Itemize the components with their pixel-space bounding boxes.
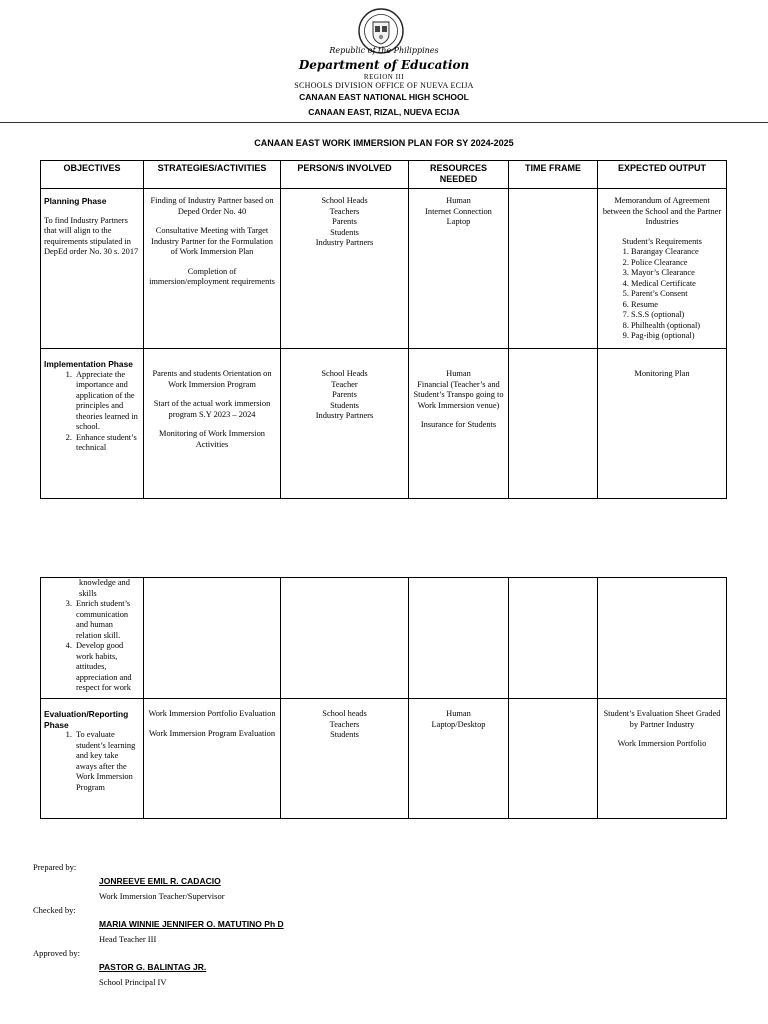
plan-table-page2 — [40, 577, 727, 819]
plan-title: CANAAN EAST WORK IMMERSION PLAN FOR SY 2024-2025 — [254, 138, 514, 148]
person-item: Teachers — [329, 206, 360, 216]
planning-strategy: Finding of Industry Partner based on Deped Order No. 40 — [150, 196, 274, 216]
prepared-name: JONREEVE EMIL R. CADACIO — [99, 876, 221, 886]
resource-item: Laptop/Desktop — [431, 719, 486, 729]
requirement-item: 6. Resume — [631, 300, 723, 311]
planning-output-intro: Memorandum of Agreement between the School and the Partner Industries — [602, 196, 722, 226]
resource-item: Human — [446, 369, 471, 378]
planning-strategy: Completion of immersion/employment requirements — [149, 266, 275, 286]
implementation-continued-row — [41, 578, 727, 699]
implementation-output: Monitoring Plan — [634, 369, 690, 378]
division-line: SCHOOLS DIVISION OFFICE OF NUEVA ECIJA — [294, 81, 474, 90]
objective-item: 2. Enhance student’s technical — [74, 433, 140, 454]
person-item: Students — [330, 227, 359, 237]
col-objectives: OBJECTIVES — [41, 161, 144, 189]
col-strategies: STRATEGIES/ACTIVITIES — [144, 161, 281, 189]
implementation-strategy: Monitoring of Work Immersion Activities — [159, 429, 265, 449]
planning-time-frame — [509, 189, 598, 349]
person-item: Students — [330, 730, 359, 739]
approved-name: PASTOR G. BALINTAG JR. — [99, 962, 207, 972]
person-item: School heads — [322, 709, 367, 718]
approved-role: School Principal IV — [99, 977, 167, 987]
person-item: Industry Partners — [315, 411, 374, 420]
region-line: REGION III — [363, 73, 405, 81]
planning-row — [41, 189, 727, 349]
resource-item: Human — [446, 196, 471, 205]
person-item: Parents — [332, 217, 357, 226]
evaluation-strategy: Work Immersion Portfolio Evaluation — [148, 709, 276, 718]
resource-item: Human — [446, 709, 471, 718]
prepared-label: Prepared by: — [33, 862, 77, 872]
objective-item: 1. Appreciate the importance and application of the principles and theories learned in school. — [74, 370, 140, 433]
requirement-item: 9. Pag-ibig (optional) — [631, 331, 723, 342]
requirement-item: 3. Mayor’s Clearance — [631, 268, 723, 279]
header-divider — [0, 122, 768, 123]
implementation-strategy: Start of the actual work immersion program S.Y 2023 – 2024 — [153, 399, 271, 419]
checked-name: MARIA WINNIE JENNIFER O. MATUTINO Ph D — [99, 919, 284, 929]
person-item: School Heads — [321, 369, 368, 378]
planning-objective: To find Industry Partners that will align to the requirements stipulated in DepEd order No. 30 s. 2017 — [44, 215, 139, 256]
requirement-item: 4. Medical Certificate — [631, 279, 723, 290]
person-item: Teachers — [329, 719, 360, 729]
checked-role: Head Teacher III — [99, 934, 157, 944]
evaluation-objectives — [44, 730, 140, 793]
col-resources: RESOURCES NEEDED — [409, 161, 509, 189]
planning-strategy: Consultative Meeting with Target Industry Partner for the Formulation of Work Immersion Plan — [151, 226, 273, 256]
resource-item: Insurance for Students — [420, 420, 497, 429]
requirement-item: 7. S.S.S (optional) — [631, 310, 723, 321]
objective-item: 1. To evaluate student’s learning and key take aways after the Work Immersion Program — [74, 730, 140, 793]
col-persons: PERSON/S INVOLVED — [281, 161, 409, 189]
implementation-objectives-continued — [44, 599, 140, 694]
evaluation-strategy: Work Immersion Program Evaluation — [148, 728, 276, 738]
planning-phase-label: Planning Phase — [44, 196, 107, 206]
person-item: Students — [330, 400, 359, 410]
evaluation-time-frame — [509, 699, 598, 819]
plan-table-page1 — [40, 160, 727, 499]
resource-item: Laptop — [446, 217, 471, 226]
republic-line: Republic of the Philippines — [329, 46, 439, 55]
continued-objective-text: knowledge and skills — [79, 578, 130, 598]
requirements-list — [601, 247, 723, 342]
implementation-objectives — [44, 370, 140, 454]
checked-label: Checked by: — [33, 905, 76, 915]
school-address: CANAAN EAST, RIZAL, NUEVA ECIJA — [308, 107, 460, 117]
objective-item: 4. Develop good work habits, attitudes, appreciation and respect for work — [74, 641, 140, 694]
school-name: CANAAN EAST NATIONAL HIGH SCHOOL — [299, 92, 469, 102]
requirement-item: 8. Philhealth (optional) — [631, 321, 723, 332]
col-expected-output: EXPECTED OUTPUT — [598, 161, 727, 189]
approved-label: Approved by: — [33, 948, 80, 958]
resource-item: Financial (Teacher’s and Student’s Transpo going to Work Immersion venue) — [413, 379, 504, 410]
requirement-item: 5. Parent’s Consent — [631, 289, 723, 300]
implementation-time-frame — [509, 349, 598, 499]
resource-item: Internet Connection — [425, 206, 492, 216]
prepared-role: Work Immersion Teacher/Supervisor — [99, 891, 225, 901]
requirement-item: 1. Barangay Clearance — [631, 247, 723, 258]
person-item: Parents — [332, 390, 357, 399]
implementation-row — [41, 349, 727, 499]
person-item: Industry Partners — [315, 238, 374, 247]
objective-item: 3. Enrich student’s communication and human relation skill. — [74, 599, 140, 641]
implementation-phase-label: Implementation Phase — [44, 359, 133, 369]
requirement-item: 2. Police Clearance — [631, 258, 723, 269]
implementation-strategy: Parents and students Orientation on Work Immersion Program — [152, 369, 272, 389]
person-item: Teacher — [331, 379, 358, 389]
evaluation-row — [41, 699, 727, 819]
col-time-frame: TIME FRAME — [509, 161, 598, 189]
evaluation-phase-label: Evaluation/Reporting Phase — [44, 709, 129, 730]
person-item: School Heads — [321, 196, 368, 205]
department-name: Department of Education — [298, 58, 470, 72]
evaluation-output: Work Immersion Portfolio — [617, 739, 707, 748]
evaluation-output: Student’s Evaluation Sheet Graded by Partner Industry — [603, 709, 721, 729]
requirements-title: Student’s Requirements — [622, 236, 702, 246]
